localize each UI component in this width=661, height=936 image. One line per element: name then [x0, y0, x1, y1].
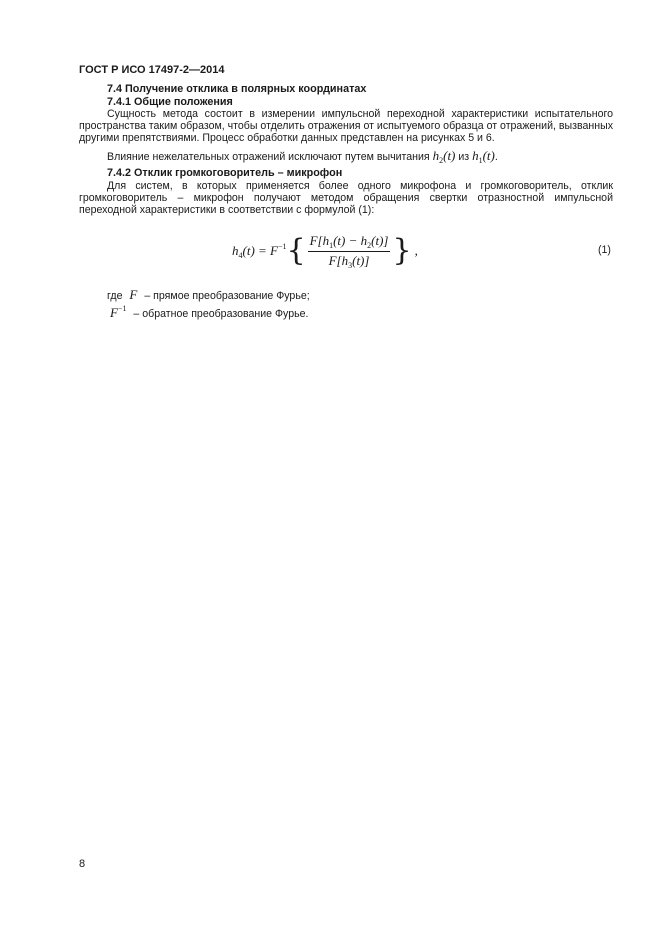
document-header: ГОСТ Р ИСО 17497-2—2014	[79, 64, 225, 76]
formula-fraction	[308, 233, 391, 270]
reflections-text: Влияние нежелательных отражений исключают путем вычитания	[107, 151, 430, 163]
paragraph-loudspeaker-microphone: Для систем, в которых применяется более одного микрофона и громкоговоритель, отклик громкоговоритель – микрофон получают методом обращения свертки отразностной импульсной переходной характеристики в соответствии с формулой (1):	[79, 180, 613, 217]
paragraph-reflections: Влияние нежелательных отражений исключают путем вычитания $h_2(t)$ из $h_1(t)$.	[107, 148, 498, 165]
formula-1: $h_4(t) = F^{-1}$ { $\frac{F[h_1(t) - h_2(t)]}{F[h_3(t)]}$ } ,	[232, 232, 418, 270]
inline-math-h1: $h_1(t)$	[472, 148, 495, 165]
formula-numerator: $F[h_1(t) - h_2(t)]$	[309, 232, 389, 250]
legend-item-forward-fourier: где F – прямое преобразование Фурье;	[107, 287, 310, 302]
page-number: 8	[79, 858, 86, 870]
section-7-4-heading: 7.4 Получение отклика в полярных координатах	[107, 83, 367, 95]
section-7-4-2-heading: 7.4.2 Отклик громкоговоритель – микрофон	[107, 167, 343, 179]
legend-item-inverse-fourier: $F^{-1}$ – обратное преобразование Фурье.	[110, 304, 309, 320]
section-7-4-1-heading: 7.4.1 Общие положения	[107, 96, 233, 108]
inline-connector: из	[458, 151, 470, 163]
formula-denominator: $F[h_3(t)]$	[328, 252, 370, 270]
right-brace-icon: }	[392, 233, 412, 268]
formula-lhs: $h_4(t) = F^{-1}$	[232, 242, 287, 260]
equation-number: (1)	[598, 244, 611, 256]
inline-math-h2: $h_2(t)$	[432, 148, 456, 165]
paragraph-method-essence: Сущность метода состоит в измерении импульсной переходной характеристики испытательного пространства таким образом, чтобы отделить отражения от испытуемого образца от отражений, вызванных другими препятствиями. Процесс обработки данных представлен на рисунках 5 и 6.	[79, 108, 613, 145]
left-brace-icon: {	[286, 233, 306, 268]
